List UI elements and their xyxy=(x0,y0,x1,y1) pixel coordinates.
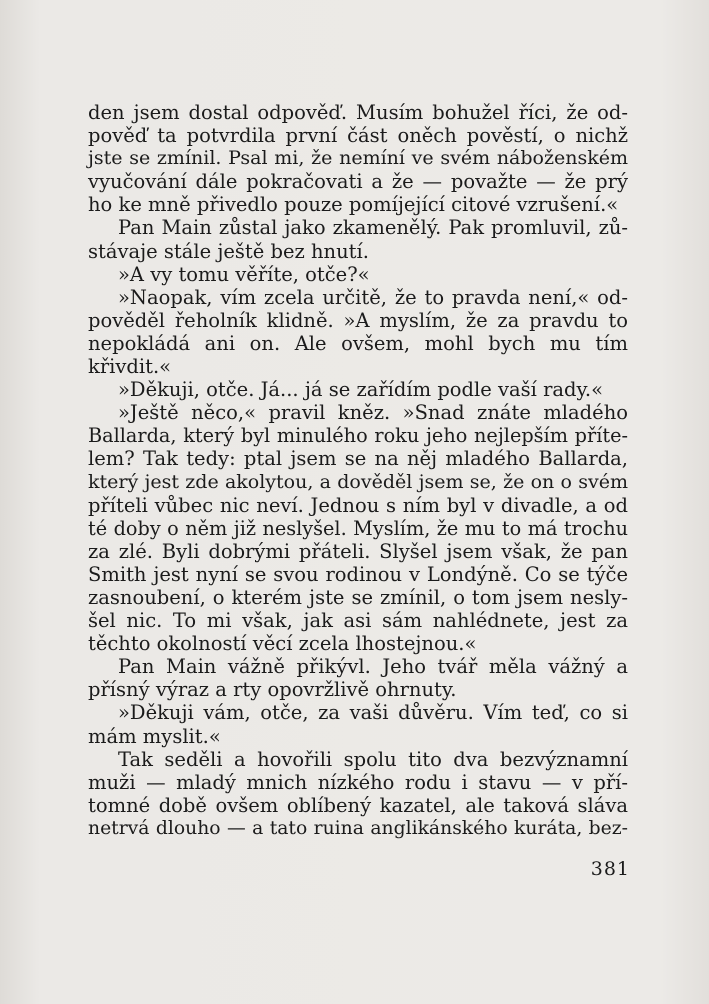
text-line: Pan Main zůstal jako zkamenělý. Pak promluvil, zů- xyxy=(118,216,628,240)
text-line: vyučování dále pokračovati a že — považte — že prý xyxy=(88,170,628,194)
text-line: lem? Tak tedy: ptal jsem se na něj mladého Ballarda, xyxy=(88,447,628,471)
text-line: muži — mladý mnich nízkého rodu i stavu — v pří- xyxy=(88,770,628,794)
text-line: té doby o něm již neslyšel. Myslím, že mu to má trochu xyxy=(88,516,628,540)
text-line: šel nic. To mi však, jak asi sám nahlédnete, jest za xyxy=(88,609,628,633)
text-line: netrvá dlouho — a tato ruina anglikánského kuráta, bez- xyxy=(88,817,628,839)
text-line: Tak seděli a hovořili spolu tito dva bezvýznamní xyxy=(118,747,628,771)
text-line: »Děkuji vám, otče, za vaši důvěru. Vím teď, co si xyxy=(118,701,628,725)
text-line: Pan Main vážně přikývl. Jeho tvář měla vážný a xyxy=(118,655,628,679)
text-line: »Děkuji, otče. Já... já se zařídím podle vaší rady.« xyxy=(118,378,604,402)
text-line: »A vy tomu věříte, otče?« xyxy=(118,262,370,286)
text-line: pověď ta potvrdila první část oněch pověstí, o nichž xyxy=(88,124,628,148)
text-line: za zlé. Byli dobrými přáteli. Slyšel jsem však, že pan xyxy=(88,539,628,563)
text-line: který jest zde akolytou, a dověděl jsem se, že on o svém xyxy=(88,470,628,493)
text-line: příteli vůbec nic neví. Jednou s ním byl v divadle, a od xyxy=(88,493,628,517)
text-line: den jsem dostal odpověď. Musím bohužel říci, že od- xyxy=(88,101,628,124)
text-line: mám myslit.« xyxy=(88,724,221,748)
text-line: »Naopak, vím zcela určitě, že to pravda není,« od- xyxy=(118,285,628,309)
text-line: »Ještě něco,« pravil kněz. »Snad znáte mladého xyxy=(118,401,628,425)
text-line: jste se zmínil. Psal mi, že nemíní ve svém náboženském xyxy=(88,147,628,170)
text-line: zasnoubení, o kterém jste se zmínil, o tom jsem nesly- xyxy=(88,585,628,609)
body-text xyxy=(88,101,628,840)
page-number: 381 xyxy=(590,858,630,880)
text-line: Ballarda, který byl minulého roku jeho nejlepším příte- xyxy=(88,424,628,448)
text-line: tomné době ovšem oblíbený kazatel, ale taková sláva xyxy=(88,793,628,817)
text-line: těchto okolností věcí zcela lhostejnou.« xyxy=(88,632,477,656)
text-line: pověděl řeholník klidně. »A myslím, že za pravdu to xyxy=(88,308,628,332)
text-line: nepokládá ani on. Ale ovšem, mohl bych mu tím xyxy=(88,331,628,355)
text-line: křivdit.« xyxy=(88,355,172,379)
text-line: stávaje stále ještě bez hnutí. xyxy=(88,239,369,263)
text-line: ho ke mně přivedlo pouze pomíjející citové vzrušení.« xyxy=(88,193,619,217)
text-line: Smith jest nyní se svou rodinou v Londýně. Co se týče xyxy=(88,562,628,586)
text-line: přísný výraz a rty opovržlivě ohrnuty. xyxy=(88,678,457,702)
